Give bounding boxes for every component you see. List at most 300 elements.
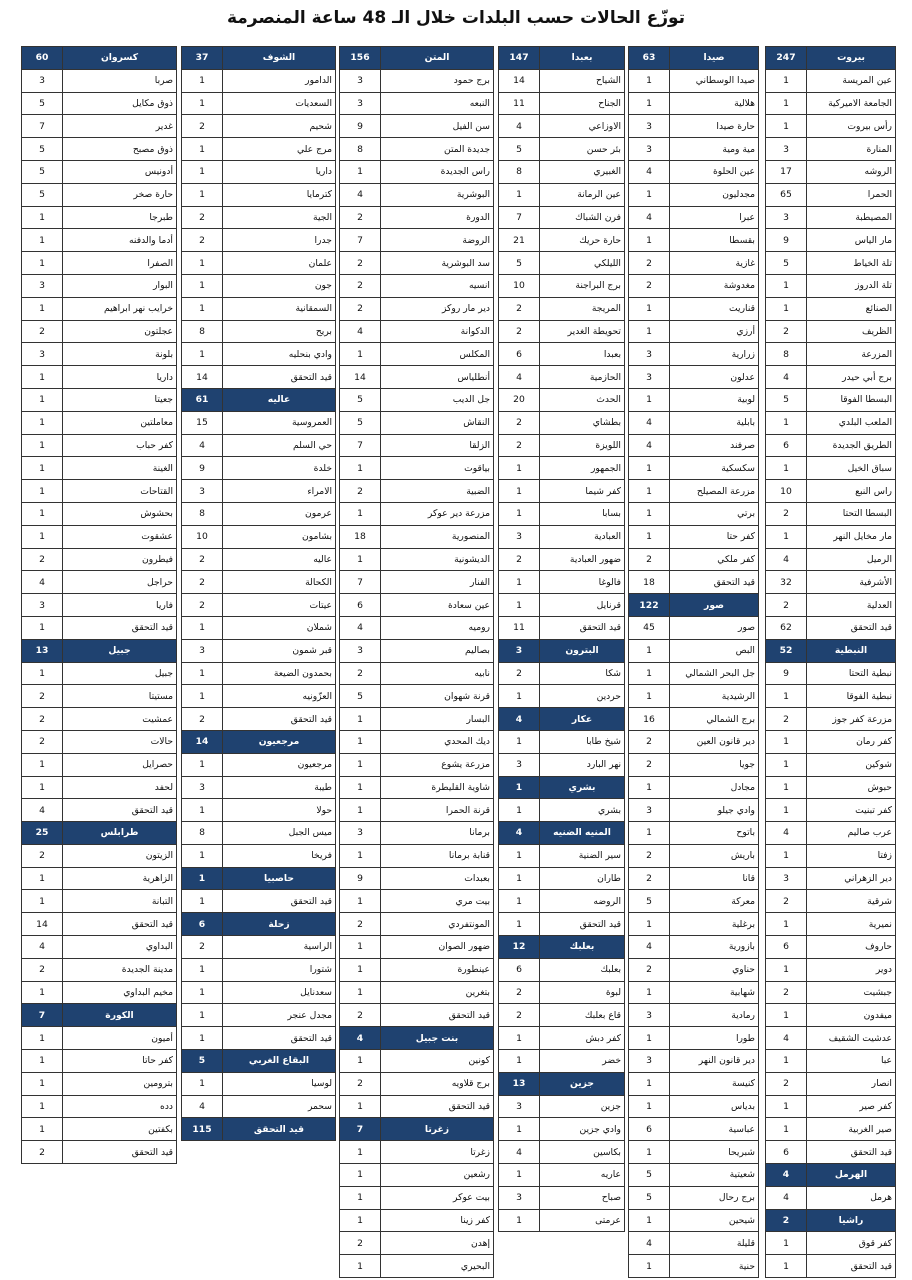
town-row — [499, 252, 625, 275]
district-total: 156 — [340, 47, 381, 70]
town-name: قيد التحقق — [223, 1027, 336, 1050]
town-row — [22, 343, 177, 366]
case-count: 1 — [182, 274, 223, 297]
town-row — [766, 1095, 896, 1118]
case-count: 3 — [629, 1050, 670, 1073]
town-name: الظريف — [807, 320, 896, 343]
town-name: بكاسين — [540, 1141, 625, 1164]
town-name: كفر صير — [807, 1095, 896, 1118]
case-count: 3 — [22, 69, 63, 92]
town-row — [629, 616, 759, 639]
town-name: البوشرية — [381, 183, 494, 206]
town-name: الروضه — [540, 890, 625, 913]
town-row — [340, 1209, 494, 1232]
town-row — [182, 1027, 336, 1050]
town-name: البحيري — [381, 1255, 494, 1278]
town-row — [182, 138, 336, 161]
town-name: بقسطا — [670, 229, 759, 252]
town-name: صربا — [63, 69, 177, 92]
case-count: 1 — [22, 206, 63, 229]
town-name: ميفدون — [807, 1004, 896, 1027]
town-row — [340, 776, 494, 799]
case-count: 3 — [629, 799, 670, 822]
town-row — [182, 457, 336, 480]
town-name: بلونة — [63, 343, 177, 366]
town-name: لوبية — [670, 388, 759, 411]
town-name: تلة الخياط — [807, 252, 896, 275]
town-row — [182, 183, 336, 206]
case-count: 1 — [499, 1027, 540, 1050]
town-row — [629, 457, 759, 480]
case-count: 1 — [766, 958, 807, 981]
town-row — [629, 890, 759, 913]
district-header-row — [629, 594, 759, 617]
town-row — [499, 844, 625, 867]
town-name: لبوة — [540, 981, 625, 1004]
town-row — [182, 708, 336, 731]
town-row — [182, 502, 336, 525]
town-name: هرمل — [807, 1186, 896, 1209]
town-row — [629, 913, 759, 936]
town-row — [182, 776, 336, 799]
district-header-row — [182, 388, 336, 411]
town-name: كفر حباب — [63, 434, 177, 457]
town-name: جديدة المتن — [381, 138, 494, 161]
town-name: بيت عوكر — [381, 1186, 494, 1209]
case-count: 6 — [499, 343, 540, 366]
town-name: الجمهور — [540, 457, 625, 480]
case-count: 3 — [629, 115, 670, 138]
town-row — [22, 457, 177, 480]
district-total: 122 — [629, 594, 670, 617]
town-name: سن الفيل — [381, 115, 494, 138]
town-name: الروشه — [807, 160, 896, 183]
town-row — [629, 388, 759, 411]
case-count: 1 — [766, 685, 807, 708]
town-row — [22, 594, 177, 617]
town-name: قرنة شهوان — [381, 685, 494, 708]
case-count: 4 — [629, 434, 670, 457]
case-count: 8 — [340, 138, 381, 161]
town-row — [340, 708, 494, 731]
case-count: 3 — [22, 594, 63, 617]
town-name: هلالية — [670, 92, 759, 115]
case-count: 1 — [766, 1118, 807, 1141]
case-count: 8 — [182, 502, 223, 525]
town-name: الصنائع — [807, 297, 896, 320]
town-row — [499, 297, 625, 320]
town-row — [22, 685, 177, 708]
case-count: 1 — [499, 502, 540, 525]
town-name: فالوغا — [540, 571, 625, 594]
district-header-row — [499, 776, 625, 799]
town-row — [340, 297, 494, 320]
case-count: 2 — [340, 274, 381, 297]
town-row — [629, 1095, 759, 1118]
case-count: 2 — [22, 730, 63, 753]
case-count: 1 — [766, 92, 807, 115]
case-count: 1 — [340, 1186, 381, 1209]
case-count: 1 — [766, 525, 807, 548]
case-count: 14 — [340, 366, 381, 389]
town-name: الحمرا — [807, 183, 896, 206]
town-name: جزين — [540, 1095, 625, 1118]
town-row — [766, 274, 896, 297]
town-row — [22, 799, 177, 822]
case-count: 3 — [182, 639, 223, 662]
case-count: 2 — [499, 411, 540, 434]
case-count: 4 — [766, 822, 807, 845]
town-name: داريا — [223, 160, 336, 183]
case-count: 2 — [182, 115, 223, 138]
town-row — [22, 252, 177, 275]
case-count: 3 — [766, 206, 807, 229]
case-count: 4 — [22, 799, 63, 822]
town-name: لوسيا — [223, 1072, 336, 1095]
town-row — [499, 160, 625, 183]
town-row — [499, 502, 625, 525]
district-header-row — [22, 639, 177, 662]
town-row — [629, 799, 759, 822]
town-row — [629, 1004, 759, 1027]
town-name: بعبدا — [540, 343, 625, 366]
town-row — [22, 730, 177, 753]
district-name: بشري — [540, 776, 625, 799]
town-row — [340, 525, 494, 548]
town-name: دير قانون العين — [670, 730, 759, 753]
case-count: 1 — [182, 685, 223, 708]
case-count: 9 — [182, 457, 223, 480]
district-header-row — [340, 1027, 494, 1050]
case-count: 1 — [340, 958, 381, 981]
case-count: 1 — [22, 366, 63, 389]
town-name: حصرايل — [63, 753, 177, 776]
town-name: جون — [223, 274, 336, 297]
town-name: حراجل — [63, 571, 177, 594]
case-count: 3 — [499, 1186, 540, 1209]
town-row — [766, 434, 896, 457]
town-row — [22, 1072, 177, 1095]
district-total: 25 — [22, 822, 63, 845]
town-name: المونتفردي — [381, 913, 494, 936]
town-row — [182, 799, 336, 822]
town-row — [22, 525, 177, 548]
town-row — [22, 160, 177, 183]
case-count: 15 — [182, 411, 223, 434]
town-row — [766, 958, 896, 981]
case-count: 1 — [22, 1095, 63, 1118]
case-count: 4 — [766, 548, 807, 571]
case-count: 2 — [22, 685, 63, 708]
case-count: 16 — [629, 708, 670, 731]
case-count: 6 — [340, 594, 381, 617]
town-row — [182, 958, 336, 981]
town-name: قيد التحقق — [63, 913, 177, 936]
town-row — [22, 548, 177, 571]
town-row — [499, 343, 625, 366]
case-count: 2 — [629, 844, 670, 867]
district-name: قيد التحقق — [223, 1118, 336, 1141]
town-name: المنارة — [807, 138, 896, 161]
town-name: مزرعة يشوع — [381, 753, 494, 776]
town-name: طاران — [540, 867, 625, 890]
town-name: كنيسة — [670, 1072, 759, 1095]
town-row — [22, 502, 177, 525]
case-count: 1 — [629, 1255, 670, 1278]
town-row — [340, 867, 494, 890]
town-name: قرنة الحمرا — [381, 799, 494, 822]
town-row — [766, 799, 896, 822]
town-name: عيتات — [223, 594, 336, 617]
town-row — [629, 730, 759, 753]
case-count: 65 — [766, 183, 807, 206]
town-name: صور — [670, 616, 759, 639]
town-name: لحفد — [63, 776, 177, 799]
town-name: بياقوت — [381, 457, 494, 480]
case-count: 1 — [182, 252, 223, 275]
district-total: 2 — [766, 1209, 807, 1232]
district-total: 60 — [22, 47, 63, 70]
case-count: 2 — [22, 708, 63, 731]
case-count: 1 — [499, 1118, 540, 1141]
case-count: 2 — [22, 844, 63, 867]
town-row — [766, 115, 896, 138]
town-row — [499, 69, 625, 92]
case-count: 3 — [22, 343, 63, 366]
town-name: تحويطة الغدير — [540, 320, 625, 343]
district-name: زغرتا — [381, 1118, 494, 1141]
town-name: بريح — [223, 320, 336, 343]
district-total: 63 — [629, 47, 670, 70]
town-row — [340, 480, 494, 503]
town-name: عينطورة — [381, 958, 494, 981]
district-name: بنت جبيل — [381, 1027, 494, 1050]
town-row — [629, 1186, 759, 1209]
case-count: 2 — [766, 320, 807, 343]
case-count: 20 — [499, 388, 540, 411]
district-header-row — [499, 708, 625, 731]
case-count: 8 — [766, 343, 807, 366]
case-count: 2 — [766, 502, 807, 525]
district-total: 61 — [182, 388, 223, 411]
case-count: 4 — [499, 1141, 540, 1164]
town-row — [182, 411, 336, 434]
town-row — [22, 366, 177, 389]
town-row — [766, 890, 896, 913]
town-row — [629, 1255, 759, 1278]
town-row — [629, 274, 759, 297]
town-name: فرن الشباك — [540, 206, 625, 229]
town-name: أميون — [63, 1027, 177, 1050]
town-row — [629, 480, 759, 503]
case-count: 2 — [340, 1004, 381, 1027]
district-header-row — [340, 1118, 494, 1141]
case-count: 3 — [499, 753, 540, 776]
town-row — [340, 1186, 494, 1209]
town-row — [182, 936, 336, 959]
town-name: أنطلياس — [381, 366, 494, 389]
case-count: 1 — [629, 297, 670, 320]
town-name: طيبة — [223, 776, 336, 799]
case-count: 1 — [340, 776, 381, 799]
town-row — [182, 115, 336, 138]
town-name: راس الجديدة — [381, 160, 494, 183]
town-name: المزرعة — [807, 343, 896, 366]
town-name: جل البحر الشمالي — [670, 662, 759, 685]
district-total: 1 — [499, 776, 540, 799]
case-count: 2 — [766, 1072, 807, 1095]
case-count: 5 — [766, 388, 807, 411]
town-name: بشامون — [223, 525, 336, 548]
town-name: قيد التحقق — [223, 366, 336, 389]
case-count: 1 — [340, 890, 381, 913]
town-row — [766, 480, 896, 503]
district-name: المنيه الضنيه — [540, 822, 625, 845]
town-name: كفر ملكي — [670, 548, 759, 571]
town-name: الزيتون — [63, 844, 177, 867]
town-row — [340, 936, 494, 959]
town-row — [182, 639, 336, 662]
town-row — [22, 1118, 177, 1141]
case-count: 1 — [340, 844, 381, 867]
case-count: 2 — [766, 981, 807, 1004]
town-row — [766, 229, 896, 252]
case-count: 1 — [629, 69, 670, 92]
town-name: بازورية — [670, 936, 759, 959]
case-count: 2 — [340, 1072, 381, 1095]
town-row — [766, 183, 896, 206]
town-row — [340, 160, 494, 183]
case-count: 2 — [182, 206, 223, 229]
town-name: شاوية القليطرة — [381, 776, 494, 799]
town-row — [629, 981, 759, 1004]
town-name: شهابية — [670, 981, 759, 1004]
case-count: 1 — [340, 1095, 381, 1118]
town-row — [340, 411, 494, 434]
case-count: 6 — [766, 936, 807, 959]
case-count: 1 — [629, 1095, 670, 1118]
case-count: 4 — [629, 936, 670, 959]
town-name: معركة — [670, 890, 759, 913]
case-count: 2 — [22, 1141, 63, 1164]
town-name: جعيتا — [63, 388, 177, 411]
case-count: 2 — [629, 730, 670, 753]
case-count: 1 — [182, 1072, 223, 1095]
town-row — [340, 662, 494, 685]
town-row — [340, 457, 494, 480]
town-name: حولا — [223, 799, 336, 822]
town-row — [766, 571, 896, 594]
case-count: 1 — [182, 1004, 223, 1027]
district-header-row — [766, 1209, 896, 1232]
case-count: 1 — [22, 252, 63, 275]
town-name: الرشيدية — [670, 685, 759, 708]
case-count: 1 — [629, 913, 670, 936]
district-name: بعبدا — [540, 47, 625, 70]
case-count: 1 — [22, 662, 63, 685]
town-name: حالات — [63, 730, 177, 753]
town-row — [340, 913, 494, 936]
town-name: البوار — [63, 274, 177, 297]
town-name: سير الضنية — [540, 844, 625, 867]
town-name: شيخ طابا — [540, 730, 625, 753]
town-name: البسطا التحتا — [807, 502, 896, 525]
town-name: الامراء — [223, 480, 336, 503]
town-row — [629, 1164, 759, 1187]
town-row — [629, 411, 759, 434]
town-row — [182, 69, 336, 92]
town-name: الجناح — [540, 92, 625, 115]
case-count: 17 — [766, 160, 807, 183]
case-count: 1 — [499, 183, 540, 206]
district-name: جزين — [540, 1072, 625, 1095]
town-row — [629, 548, 759, 571]
town-name: فريخا — [223, 844, 336, 867]
case-count: 1 — [766, 69, 807, 92]
town-name: شملان — [223, 616, 336, 639]
case-count: 2 — [629, 548, 670, 571]
town-row — [629, 844, 759, 867]
town-name: قرنايل — [540, 594, 625, 617]
town-name: مجدل عنجر — [223, 1004, 336, 1027]
town-name: عين الحلوة — [670, 160, 759, 183]
town-name: شيحين — [670, 1209, 759, 1232]
case-count: 3 — [340, 822, 381, 845]
case-count: 1 — [499, 685, 540, 708]
case-count: 1 — [340, 936, 381, 959]
case-count: 2 — [629, 252, 670, 275]
town-row — [499, 480, 625, 503]
town-name: قيد التحقق — [223, 708, 336, 731]
case-count: 14 — [182, 366, 223, 389]
district-header-row — [182, 913, 336, 936]
town-name: رمادية — [670, 1004, 759, 1027]
town-name: مجادل — [670, 776, 759, 799]
case-count: 1 — [766, 1050, 807, 1073]
case-count: 5 — [22, 138, 63, 161]
town-name: صير الغربية — [807, 1118, 896, 1141]
town-row — [340, 822, 494, 845]
case-count: 1 — [629, 183, 670, 206]
town-name: تلة الدروز — [807, 274, 896, 297]
town-row — [629, 1232, 759, 1255]
case-count: 2 — [340, 206, 381, 229]
case-count: 4 — [182, 1095, 223, 1118]
case-count: 7 — [340, 571, 381, 594]
case-count: 1 — [766, 844, 807, 867]
town-name: الملعب البلدي — [807, 411, 896, 434]
case-count: 2 — [499, 320, 540, 343]
town-row — [629, 867, 759, 890]
case-count: 2 — [766, 594, 807, 617]
case-count: 3 — [629, 138, 670, 161]
case-count: 1 — [766, 799, 807, 822]
town-row — [340, 206, 494, 229]
town-name: كفر زينا — [381, 1209, 494, 1232]
case-count: 1 — [499, 571, 540, 594]
town-row — [766, 160, 896, 183]
district-name: كسروان — [63, 47, 177, 70]
town-name: برج قلاويه — [381, 1072, 494, 1095]
town-name: غازية — [670, 252, 759, 275]
town-name: انصار — [807, 1072, 896, 1095]
case-count: 1 — [766, 1095, 807, 1118]
town-name: نابيه — [381, 662, 494, 685]
town-row — [499, 525, 625, 548]
town-row — [340, 548, 494, 571]
town-row — [182, 981, 336, 1004]
case-count: 1 — [629, 1072, 670, 1095]
